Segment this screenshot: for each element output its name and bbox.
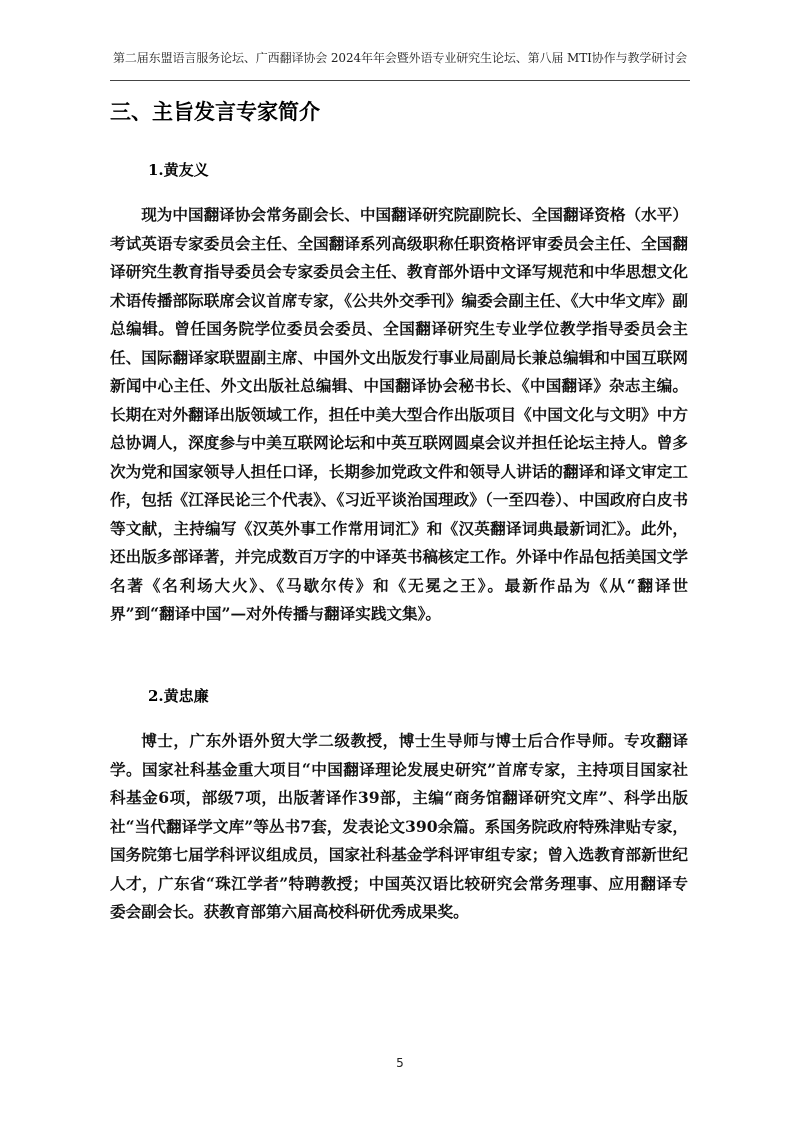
section-title: 三、主旨发言专家简介 xyxy=(110,100,320,124)
page-number: 5 xyxy=(396,1056,404,1070)
running-header: 第二届东盟语言服务论坛、广西翻译协会 2024年年会暨外语专业研究生论坛、第八届 MTI协作与教学研讨会 xyxy=(112,51,687,65)
expert-bio-2: 博士，广东外语外贸大学二级教授，博士生导师与博士后合作导师。专攻翻译学。国家社科基金重大项目“中国翻译理论发展史研究”首席专家，主持项目国家社科基金6项，部级7项，出版著译作39部，主编“商务馆翻译研究文库”、科学出版社“当代翻译学文库”等丛书7套，发表论文390余篇。系国务院政府特殊津贴专家，国务院第七届学科评议组成员，国家社科基金学科评审组专家；曾入选教育部新世纪人才，广东省“珠江学者”特聘教授；中国英汉语比较研究会常务理事、应用翻译专委会副会长。获教育部第六届高校科研优秀成果奖。 xyxy=(110,731,688,921)
expert-name-2: 2.黄忠廉 xyxy=(148,687,209,705)
header-divider xyxy=(110,80,690,81)
expert-bio-1: 现为中国翻译协会常务副会长、中国翻译研究院副院长、全国翻译资格（水平）考试英语专家委员会主任、全国翻译系列高级职称任职资格评审委员会主任、全国翻译研究生教育指导委员会专家委员会主任、教育部外语中文译写规范和中华思想文化术语传播部际联席会议首席专家，《公共外交季刊》编委会副主任、《大中华文库》副总编辑。曾任国务院学位委员会委员、全国翻译研究生专业学位教学指导委员会主任、国际翻译家联盟副主席、中国外文出版发行事业局副局长兼总编辑和中国互联网新闻中心主任、外文出版社总编辑、中国翻译协会秘书长、《中国翻译》杂志主编。长期在对外翻译出版领域工作，担任中美大型合作出版项目《中国文化与文明》中方总协调人，深度参与中美互联网论坛和中英互联网圆桌会议并担任论坛主持人。曾多次为党和国家领导人担任口译，长期参加党政文件和领导人讲话的翻译和译文审定工作，包括《江泽民论三个代表》、《习近平谈治国理政》（一至四卷）、中国政府白皮书等文献，主持编写《汉英外事工作常用词汇》和《汉英翻译词典最新词汇》。此外，还出版多部译著，并完成数百万字的中译英书稿核定工作。外译中作品包括美国文学名著《名利场大火》、《马歇尔传》和《无冕之王》。最新作品为《从“翻译世界”到“翻译中国”—对外传播与翻译实践文集》。 xyxy=(110,205,688,623)
expert-name-1: 1.黄友义 xyxy=(148,161,209,179)
